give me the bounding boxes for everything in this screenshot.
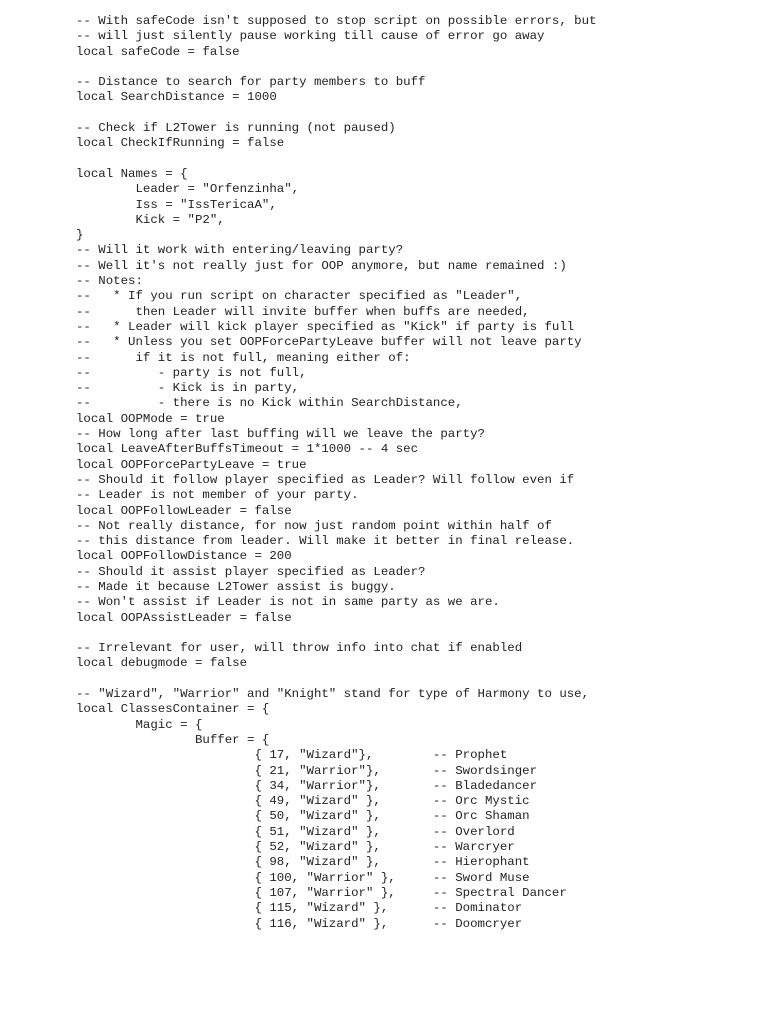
code-line: -- will just silently pause working till cause of error go away	[76, 29, 545, 44]
code-line: -- Notes:	[76, 274, 143, 289]
code-line: { 34, "Warrior"}, -- Bladedancer	[76, 778, 538, 793]
code-line: -- Should it assist player specified as Leader?	[76, 564, 426, 579]
code-line: -- Irrelevant for user, will throw info into chat if enabled	[76, 641, 523, 656]
code-line: { 116, "Wizard" }, -- Doomcryer	[76, 916, 523, 931]
code-line: { 107, "Warrior" }, -- Spectral Dancer	[76, 885, 567, 900]
blank-code-line	[76, 672, 597, 687]
code-line: { 21, "Warrior"}, -- Swordsinger	[76, 763, 538, 778]
code-line: -- - Kick is in party,	[76, 381, 300, 396]
code-line: { 52, "Wizard" }, -- Warcryer	[76, 840, 515, 855]
code-line: Magic = {	[76, 717, 203, 732]
code-line: local OOPFollowDistance = 200	[76, 549, 292, 564]
code-line: -- How long after last buffing will we leave the party?	[76, 427, 485, 442]
code-line: -- this distance from leader. Will make it better in final release.	[76, 534, 575, 549]
code-line: Buffer = {	[76, 732, 270, 747]
code-line: -- Check if L2Tower is running (not paused)	[76, 121, 396, 136]
code-line: -- Leader is not member of your party.	[76, 488, 359, 503]
code-line: { 17, "Wizard"}, -- Prophet	[76, 748, 508, 763]
code-line: local debugmode = false	[76, 656, 248, 671]
code-line: { 115, "Wizard" }, -- Dominator	[76, 901, 523, 916]
code-line: -- "Wizard", "Warrior" and "Knight" stand for type of Harmony to use,	[76, 687, 590, 702]
code-line: -- if it is not full, meaning either of:	[76, 350, 411, 365]
code-line: -- then Leader will invite buffer when buffs are needed,	[76, 304, 530, 319]
code-line: { 50, "Wizard" }, -- Orc Shaman	[76, 809, 530, 824]
code-line: local OOPFollowLeader = false	[76, 503, 292, 518]
code-line: local Names = {	[76, 166, 188, 181]
code-line: local OOPMode = true	[76, 411, 225, 426]
code-line: { 100, "Warrior" }, -- Sword Muse	[76, 870, 530, 885]
code-line: local CheckIfRunning = false	[76, 136, 285, 151]
code-line: local SearchDistance = 1000	[76, 90, 277, 105]
blank-code-line	[76, 106, 597, 121]
code-line: -- * Leader will kick player specified as "Kick" if party is full	[76, 319, 575, 334]
code-line: -- - there is no Kick within SearchDistance,	[76, 396, 463, 411]
code-line: -- - party is not full,	[76, 365, 307, 380]
code-line: -- Well it's not really just for OOP anymore, but name remained :)	[76, 258, 567, 273]
code-line: -- Made it because L2Tower assist is buggy.	[76, 579, 396, 594]
code-line: local safeCode = false	[76, 44, 240, 59]
code-listing	[76, 14, 597, 932]
code-line: Iss = "IssTericaA",	[76, 197, 277, 212]
blank-code-line	[76, 152, 597, 167]
code-line: -- Not really distance, for now just random point within half of	[76, 518, 552, 533]
code-line: { 49, "Wizard" }, -- Orc Mystic	[76, 794, 530, 809]
code-line: { 51, "Wizard" }, -- Overlord	[76, 824, 515, 839]
code-line: local OOPAssistLeader = false	[76, 610, 292, 625]
code-line: -- * If you run script on character specified as "Leader",	[76, 289, 523, 304]
code-line: Leader = "Orfenzinha",	[76, 182, 300, 197]
code-line: local OOPForcePartyLeave = true	[76, 457, 307, 472]
blank-code-line	[76, 60, 597, 75]
code-line: -- * Unless you set OOPForcePartyLeave buffer will not leave party	[76, 335, 582, 350]
code-line: -- Distance to search for party members to buff	[76, 75, 426, 90]
code-line: }	[76, 228, 84, 243]
code-line: local ClassesContainer = {	[76, 702, 270, 717]
code-line: -- Will it work with entering/leaving party?	[76, 243, 404, 258]
code-line: -- Won't assist if Leader is not in same party as we are.	[76, 595, 500, 610]
code-line: local LeaveAfterBuffsTimeout = 1*1000 -- 4 sec	[76, 442, 419, 457]
code-line: { 98, "Wizard" }, -- Hierophant	[76, 855, 530, 870]
blank-code-line	[76, 626, 597, 641]
code-line: -- Should it follow player specified as Leader? Will follow even if	[76, 472, 575, 487]
code-line: -- With safeCode isn't supposed to stop script on possible errors, but	[76, 14, 597, 28]
code-line: Kick = "P2",	[76, 212, 225, 227]
